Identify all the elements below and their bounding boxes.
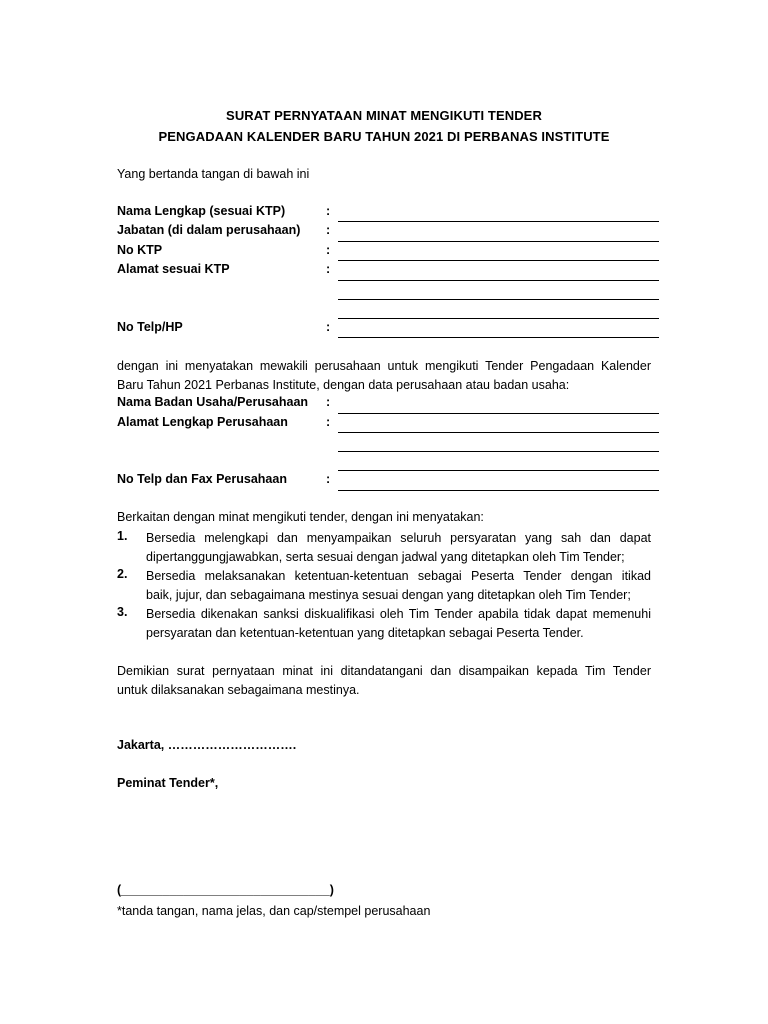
fill-line-address-3[interactable] [338,318,659,319]
field-label-company-phone-fax: No Telp dan Fax Perusahaan [117,472,287,486]
declaration-3-line-1: Bersedia dikenakan sanksi diskualifikasi oleh Tim Tender apabila tidak dapat memenuhi [146,607,651,621]
signer-label: Peminat Tender*, [117,776,219,790]
field-label-address: Alamat sesuai KTP [117,262,230,276]
footnote: *tanda tangan, nama jelas, dan cap/stempel perusahaan [117,904,431,918]
fill-line-position[interactable] [338,241,659,242]
statement-line-1: dengan ini menyatakan mewakili perusahaan untuk mengikuti Tender Pengadaan Kalender [117,359,651,373]
declaration-3-line-2: persyaratan dan ketentuan-ketentuan yang ditetapkan sebagai Peserta Tender. [146,626,584,640]
field-colon: : [326,320,331,334]
field-label-id-number: No KTP [117,243,163,257]
fill-line-company-address-1[interactable] [338,432,659,433]
fill-line-id-number[interactable] [338,260,659,261]
field-colon: : [326,395,331,409]
declaration-2-line-2: baik, jujur, dan sebagaimana mestinya sesuai dengan yang ditetapkan oleh Tim Tender; [146,588,631,602]
closing-line-1: Demikian surat pernyataan minat ini ditandatangani dan disampaikan kepada Tim Tender [117,664,651,678]
field-colon: : [326,243,331,257]
field-label-position: Jabatan (di dalam perusahaan) [117,223,301,237]
fill-line-address-1[interactable] [338,280,659,281]
fill-line-company-address-2[interactable] [338,451,659,452]
intro-text: Yang bertanda tangan di bawah ini [117,167,310,181]
declaration-2-line-1: Bersedia melaksanakan ketentuan-ketentuan sebagai Peserta Tender dengan itikad [146,569,651,583]
declaration-1-line-1: Bersedia melengkapi dan menyampaikan seluruh persyaratan yang sah dan dapat [146,531,651,545]
fill-line-company-address-3[interactable] [338,470,659,471]
fill-line-address-2[interactable] [338,299,659,300]
statement-line-2: Baru Tahun 2021 Perbanas Institute, dengan data perusahaan atau badan usaha: [117,378,570,392]
field-label-company-address: Alamat Lengkap Perusahaan [117,415,288,429]
field-colon: : [326,472,331,486]
declaration-number: 2. [117,567,128,581]
signature-line: (______________________________) [117,883,334,897]
declaration-number: 1. [117,529,128,543]
field-colon: : [326,415,331,429]
field-colon: : [326,204,331,218]
fill-line-phone[interactable] [338,337,659,338]
fill-line-company-name[interactable] [338,413,659,414]
fill-line-full-name[interactable] [338,221,659,222]
fill-line-company-phone-fax[interactable] [338,490,659,491]
place-date: Jakarta, …………………………. [117,738,297,752]
declaration-intro: Berkaitan dengan minat mengikuti tender, dengan ini menyatakan: [117,510,484,524]
closing-line-2: untuk dilaksanakan sebagaimana mestinya. [117,683,360,697]
declaration-number: 3. [117,605,128,619]
declaration-1-line-2: dipertanggungjawabkan, serta sesuai dengan jadwal yang ditetapkan oleh Tim Tender; [146,550,625,564]
field-colon: : [326,223,331,237]
field-label-full-name: Nama Lengkap (sesuai KTP) [117,204,286,218]
field-label-company-name: Nama Badan Usaha/Perusahaan [117,395,309,409]
field-colon: : [326,262,331,276]
document-title-line-1: SURAT PERNYATAAN MINAT MENGIKUTI TENDER [226,108,542,123]
field-label-phone: No Telp/HP [117,320,183,334]
document-title-line-2: PENGADAAN KALENDER BARU TAHUN 2021 DI PERBANAS INSTITUTE [158,129,610,144]
